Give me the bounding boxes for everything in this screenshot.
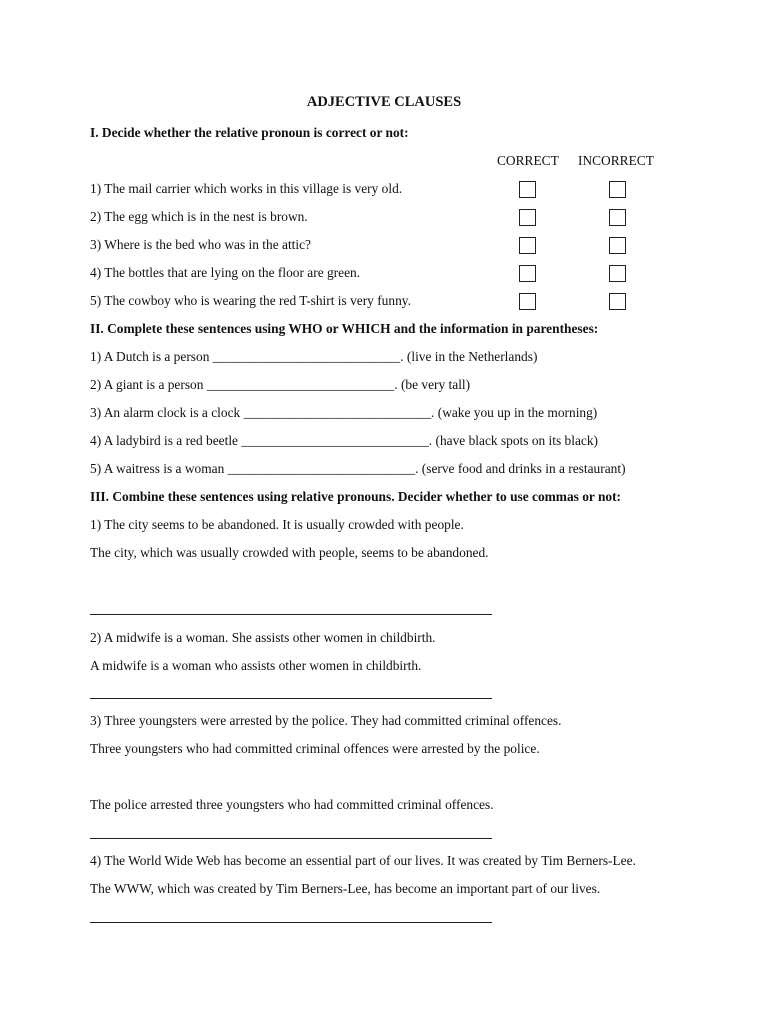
incorrect-checkbox-3[interactable] (609, 237, 626, 254)
section3-answer-1: The city, which was usually crowded with people, seems to be abandoned. (90, 545, 489, 560)
section3-question-3: 3) Three youngsters were arrested by the police. They had committed criminal offences. (90, 713, 562, 728)
incorrect-checkbox-2[interactable] (609, 209, 626, 226)
correct-checkbox-4[interactable] (519, 265, 536, 282)
section3-question-2: 2) A midwife is a woman. She assists other women in childbirth. (90, 630, 436, 645)
answer-line-3 (90, 838, 492, 839)
section2-item-2: 2) A giant is a person ____________________________. (be very tall) (90, 377, 471, 392)
section3-heading: III. Combine these sentences using relative pronouns. Decider whether to use commas or not: (90, 489, 622, 504)
incorrect-checkbox-5[interactable] (609, 293, 626, 310)
section3-question-1: 1) The city seems to be abandoned. It is usually crowded with people. (90, 517, 464, 532)
column-correct-label: CORRECT (497, 153, 559, 168)
section1-item-2: 2) The egg which is in the nest is brown. (90, 209, 308, 224)
answer-line-2 (90, 698, 492, 699)
incorrect-checkbox-4[interactable] (609, 265, 626, 282)
section1-item-1: 1) The mail carrier which works in this village is very old. (90, 181, 403, 196)
section2-item-3: 3) An alarm clock is a clock ____________________________. (wake you up in the morning) (90, 405, 598, 420)
worksheet-title: ADJECTIVE CLAUSES (306, 94, 462, 110)
section3-answer-3a: Three youngsters who had committed criminal offences were arrested by the police. (90, 741, 540, 756)
answer-line-4 (90, 922, 492, 923)
section3-answer-2: A midwife is a woman who assists other women in childbirth. (90, 658, 422, 673)
correct-checkbox-5[interactable] (519, 293, 536, 310)
section2-item-4: 4) A ladybird is a red beetle ____________________________. (have black spots on its black) (90, 433, 599, 448)
section2-heading: II. Complete these sentences using WHO or WHICH and the information in parentheses: (90, 321, 599, 336)
section2-item-1: 1) A Dutch is a person ____________________________. (live in the Netherlands) (90, 349, 538, 364)
section1-heading: I. Decide whether the relative pronoun is correct or not: (90, 125, 409, 140)
column-incorrect-label: INCORRECT (578, 153, 654, 168)
incorrect-checkbox-1[interactable] (609, 181, 626, 198)
correct-checkbox-3[interactable] (519, 237, 536, 254)
section1-item-5: 5) The cowboy who is wearing the red T-shirt is very funny. (90, 293, 411, 308)
section1-item-3: 3) Where is the bed who was in the attic? (90, 237, 311, 252)
section3-answer-3b: The police arrested three youngsters who had committed criminal offences. (90, 797, 494, 812)
answer-line-1 (90, 614, 492, 615)
section3-question-4: 4) The World Wide Web has become an essential part of our lives. It was created by Tim Berners-Lee. (90, 853, 636, 868)
correct-checkbox-1[interactable] (519, 181, 536, 198)
section2-item-5: 5) A waitress is a woman ____________________________. (serve food and drinks in a restaurant) (90, 461, 626, 476)
section3-answer-4: The WWW, which was created by Tim Berners-Lee, has become an important part of our lives. (90, 881, 601, 896)
section1-item-4: 4) The bottles that are lying on the floor are green. (90, 265, 361, 280)
correct-checkbox-2[interactable] (519, 209, 536, 226)
